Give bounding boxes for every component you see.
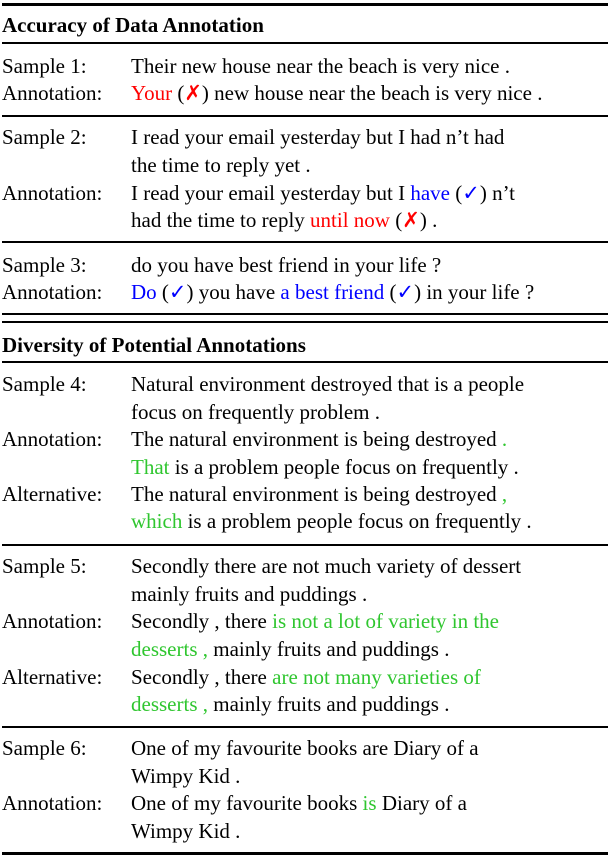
text-segment: the time to reply yet . <box>131 153 311 177</box>
section-heading: Accuracy of Data Annotation <box>2 13 264 37</box>
highlighted-correction: have <box>410 181 450 205</box>
row-text-line <box>131 453 519 481</box>
row-label: Sample 3: <box>2 253 87 277</box>
text-segment: One of my favourite books <box>131 791 363 815</box>
table-rule <box>2 115 608 117</box>
text-segment: ( <box>384 280 397 304</box>
highlighted-correction: which <box>131 509 183 533</box>
row-text-line <box>131 398 380 426</box>
text-segment: had the time to reply <box>131 208 311 232</box>
highlighted-correction: Your <box>131 81 173 105</box>
row-text-line <box>131 607 499 635</box>
highlighted-correction: . <box>501 427 508 451</box>
highlighted-correction: a best friend <box>280 280 385 304</box>
text-segment: Their new house near the beach is very nice . <box>131 54 511 78</box>
table-rule <box>2 726 608 728</box>
row-label: Annotation: <box>2 791 103 815</box>
check-mark-icon: ✓ <box>396 280 415 304</box>
table-rule <box>2 313 608 315</box>
table-rule <box>2 3 608 6</box>
row-label: Annotation: <box>2 427 103 451</box>
row-label: Annotation: <box>2 81 103 105</box>
highlighted-correction: is <box>362 791 377 815</box>
row-text-line <box>131 278 534 306</box>
row-text-line <box>131 789 467 817</box>
text-segment: ) . <box>419 208 438 232</box>
row-label: Sample 1: <box>2 54 87 78</box>
table-rule <box>2 852 608 855</box>
row-text-line <box>131 79 542 107</box>
row-label: Sample 5: <box>2 554 87 578</box>
row-text-line <box>131 52 510 80</box>
highlighted-correction: Do <box>131 280 157 304</box>
text-segment: Wimpy Kid . <box>131 819 241 843</box>
text-segment: is a problem people focus on frequently . <box>182 509 532 533</box>
text-segment: ) new house near the beach is very nice . <box>201 81 543 105</box>
row-text-line <box>131 507 532 535</box>
highlighted-correction: is not a lot of variety in the <box>272 609 499 633</box>
row-text-line <box>131 734 479 762</box>
table-rule <box>2 321 608 323</box>
highlighted-correction: are not many varieties of <box>272 665 481 689</box>
row-text-line <box>131 251 441 279</box>
text-segment: I read your email yesterday but I <box>131 181 411 205</box>
row-text-line <box>131 206 437 234</box>
row-label: Annotation: <box>2 280 103 304</box>
row-text-line <box>131 480 507 508</box>
text-segment: ( <box>449 181 463 205</box>
text-segment: ( <box>389 208 403 232</box>
table-rule <box>2 241 608 243</box>
row-text-line <box>131 663 481 691</box>
check-mark-icon: ✓ <box>462 181 480 205</box>
table-rule <box>2 361 608 363</box>
row-text-line <box>131 123 504 151</box>
table-rule <box>2 544 608 546</box>
row-label: Sample 6: <box>2 736 87 760</box>
highlighted-correction: until now <box>310 208 390 232</box>
text-segment: mainly fruits and puddings . <box>131 582 368 606</box>
text-segment: ) in your life ? <box>414 280 535 304</box>
highlighted-correction: , <box>501 482 508 506</box>
text-segment: is a problem people focus on frequently . <box>169 455 519 479</box>
text-segment: Natural environment destroyed that is a people <box>131 372 525 396</box>
row-text-line <box>131 580 367 608</box>
row-text-line <box>131 425 507 453</box>
section-heading: Diversity of Potential Annotations <box>2 333 306 357</box>
text-segment: Secondly , there <box>131 609 273 633</box>
row-label: Annotation: <box>2 609 103 633</box>
row-text-line <box>131 817 240 845</box>
text-segment: Wimpy Kid . <box>131 764 241 788</box>
highlighted-correction: desserts , <box>131 637 208 661</box>
text-segment: ) you have <box>186 280 281 304</box>
text-segment: One of my favourite books are Diary of a <box>131 736 479 760</box>
row-text-line <box>131 762 240 790</box>
text-segment: ) n’t <box>479 181 516 205</box>
cross-mark-icon: ✗ <box>402 208 420 232</box>
row-text-line <box>131 552 521 580</box>
text-segment: mainly fruits and puddings . <box>208 692 450 716</box>
text-segment: Diary of a <box>376 791 467 815</box>
row-text-line <box>131 690 449 718</box>
text-segment: mainly fruits and puddings . <box>208 637 450 661</box>
highlighted-correction: That <box>131 455 170 479</box>
text-segment: The natural environment is being destroyed <box>131 427 502 451</box>
check-mark-icon: ✓ <box>168 280 187 304</box>
highlighted-correction: desserts , <box>131 692 208 716</box>
text-segment: ( <box>172 81 185 105</box>
table-rule <box>2 42 608 44</box>
row-label: Sample 4: <box>2 372 87 396</box>
text-segment: Secondly , there <box>131 665 273 689</box>
row-label: Sample 2: <box>2 125 87 149</box>
text-segment: focus on frequently problem . <box>131 400 381 424</box>
row-text-line <box>131 179 515 207</box>
row-text-line <box>131 370 524 398</box>
row-label: Alternative: <box>2 665 103 689</box>
cross-mark-icon: ✗ <box>184 81 202 105</box>
row-label: Alternative: <box>2 482 103 506</box>
text-segment: The natural environment is being destroyed <box>131 482 502 506</box>
row-text-line <box>131 151 311 179</box>
row-text-line <box>131 635 449 663</box>
text-segment: do you have best friend in your life ? <box>131 253 442 277</box>
text-segment: Secondly there are not much variety of dessert <box>131 554 522 578</box>
row-label: Annotation: <box>2 181 103 205</box>
text-segment: ( <box>156 280 169 304</box>
text-segment: I read your email yesterday but I had n’t had <box>131 125 505 149</box>
